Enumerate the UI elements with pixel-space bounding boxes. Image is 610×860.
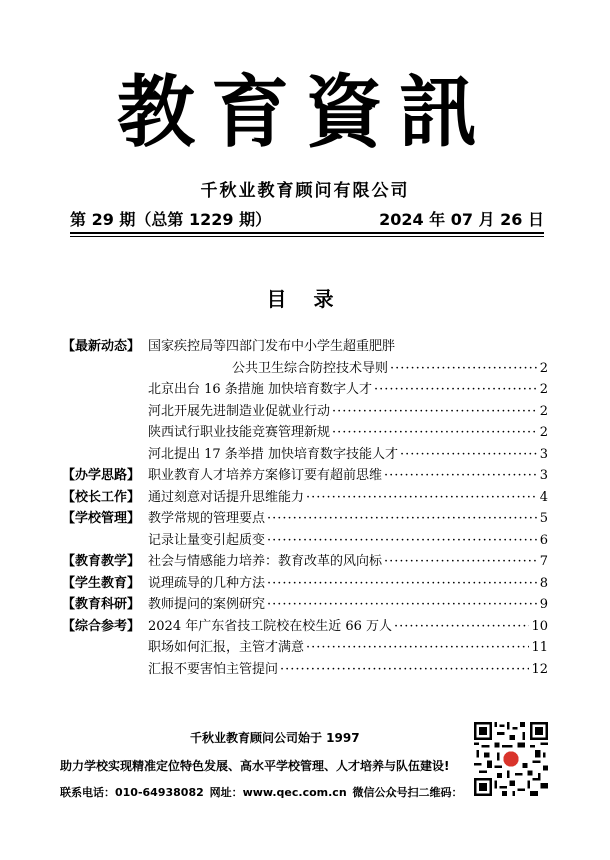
toc-leader-dots bbox=[394, 616, 529, 638]
masthead-title: 教育資訊 bbox=[116, 67, 493, 158]
toc-leader-dots bbox=[267, 530, 538, 552]
toc-page-number: 2 bbox=[539, 382, 548, 397]
toc-row bbox=[62, 594, 548, 616]
toc-leader-dots bbox=[267, 508, 538, 530]
toc-entry[interactable] bbox=[148, 465, 548, 487]
toc-entry-title: 国家疾控局等四部门发布中小学生超重肥胖 bbox=[148, 339, 396, 354]
toc-entry-title: 通过刻意对话提升思维能力 bbox=[148, 489, 305, 505]
toc-leader-dots bbox=[267, 573, 538, 595]
header-rule-thin bbox=[70, 236, 544, 237]
company-name: 千秋业教育顾问有限公司 bbox=[200, 181, 410, 201]
toc-entry[interactable] bbox=[148, 551, 548, 573]
toc-entry[interactable] bbox=[148, 422, 548, 444]
issue-date: 2024 年 07 月 26 日 bbox=[379, 210, 544, 229]
toc-category: 【最新动态】 bbox=[62, 339, 141, 354]
toc-row bbox=[62, 508, 548, 530]
toc-entry[interactable] bbox=[148, 594, 548, 616]
toc-page-number: 5 bbox=[539, 511, 548, 526]
wechat-qr-code-icon bbox=[474, 722, 548, 796]
toc-entry-title: 汇报不要害怕主管提问 bbox=[148, 661, 279, 677]
toc-page-number: 3 bbox=[539, 468, 548, 483]
toc-leader-dots bbox=[306, 637, 529, 659]
table-of-contents bbox=[62, 336, 548, 680]
toc-entry[interactable] bbox=[148, 379, 548, 401]
toc-entry[interactable] bbox=[148, 487, 548, 509]
toc-category: 【教育科研】 bbox=[62, 597, 141, 612]
toc-entry-title: 陕西试行职业技能竞赛管理新规 bbox=[148, 425, 331, 440]
toc-row bbox=[62, 637, 548, 659]
toc-entry[interactable] bbox=[148, 616, 548, 638]
toc-entry-title: 公共卫生综合防控技术导则 bbox=[232, 360, 389, 376]
toc-row bbox=[62, 336, 548, 358]
toc-entry-title: 记录让量变引起质变 bbox=[148, 532, 266, 548]
toc-entry[interactable] bbox=[148, 659, 548, 681]
toc-category: 【综合参考】 bbox=[62, 618, 141, 634]
toc-row bbox=[62, 401, 548, 423]
toc-entry-title: 北京出台 16 条措施 加快培育数字人才 bbox=[148, 382, 372, 397]
toc-page-number: 8 bbox=[539, 575, 548, 591]
toc-page-number: 9 bbox=[539, 597, 548, 612]
toc-row bbox=[62, 465, 548, 487]
toc-page-number: 3 bbox=[539, 446, 548, 462]
toc-entry-title: 职业教育人才培养方案修订要有超前思维 bbox=[148, 468, 383, 483]
toc-category: 【学校管理】 bbox=[62, 511, 141, 526]
toc-page-number: 11 bbox=[531, 640, 548, 655]
footer-since: 千秋业教育顾问公司始于 1997 bbox=[190, 731, 360, 745]
toc-row bbox=[62, 444, 548, 466]
toc-entry[interactable] bbox=[232, 358, 548, 380]
toc-leader-dots bbox=[332, 422, 538, 444]
toc-entry-title: 教师提问的案例研究 bbox=[148, 597, 266, 612]
toc-page-number: 6 bbox=[539, 532, 548, 548]
toc-category: 【教育教学】 bbox=[62, 554, 141, 569]
toc-entry-title: 说理疏导的几种方法 bbox=[148, 575, 266, 591]
toc-entry-title: 社会与情感能力培养：教育改革的风向标 bbox=[148, 554, 383, 569]
toc-leader-dots bbox=[400, 444, 538, 466]
header-rule-thick bbox=[70, 232, 544, 234]
toc-page-number: 4 bbox=[539, 489, 548, 505]
toc-leader-dots bbox=[306, 487, 538, 509]
issue-number: 第 29 期（总第 1229 期） bbox=[70, 210, 272, 229]
toc-row bbox=[62, 530, 548, 552]
toc-entry[interactable] bbox=[148, 573, 548, 595]
toc-page-number: 7 bbox=[539, 554, 548, 569]
footer-slogan: 助力学校实现精准定位特色发展、高水平学校管理、人才培养与队伍建设! bbox=[60, 759, 450, 773]
toc-row bbox=[62, 358, 548, 380]
toc-leader-dots bbox=[384, 465, 538, 487]
toc-page-number: 2 bbox=[539, 403, 548, 419]
footer-contact: 联系电话：010-64938082 网址：www.qec.com.cn 微信公众号扫二维码： bbox=[60, 786, 463, 799]
toc-entry-title: 2024 年广东省技工院校在校生近 66 万人 bbox=[148, 618, 393, 634]
toc-leader-dots bbox=[280, 659, 529, 681]
toc-entry[interactable] bbox=[148, 530, 548, 552]
toc-entry[interactable] bbox=[148, 444, 548, 466]
toc-leader-dots bbox=[267, 594, 538, 616]
toc-entry[interactable] bbox=[148, 637, 548, 659]
toc-row bbox=[62, 659, 548, 681]
toc-row bbox=[62, 551, 548, 573]
toc-entry-title: 职场如何汇报，主管才满意 bbox=[148, 640, 305, 655]
toc-leader-dots bbox=[332, 401, 538, 423]
toc-page-number: 2 bbox=[539, 425, 548, 440]
toc-entry[interactable] bbox=[148, 336, 548, 358]
toc-row bbox=[62, 487, 548, 509]
toc-entry-title: 教学常规的管理要点 bbox=[148, 511, 266, 526]
toc-row bbox=[62, 573, 548, 595]
toc-page-number: 10 bbox=[531, 618, 548, 634]
toc-row bbox=[62, 379, 548, 401]
toc-leader-dots bbox=[374, 379, 538, 401]
toc-leader-dots bbox=[390, 358, 538, 380]
toc-category: 【学生教育】 bbox=[62, 575, 141, 591]
toc-entry[interactable] bbox=[148, 401, 548, 423]
toc-category: 【办学思路】 bbox=[62, 468, 141, 483]
issue-line bbox=[70, 207, 544, 229]
toc-leader-dots bbox=[384, 551, 538, 573]
toc-page-number: 2 bbox=[539, 360, 548, 376]
toc-page-number: 12 bbox=[531, 661, 548, 677]
toc-category: 【校长工作】 bbox=[62, 489, 141, 505]
toc-entry[interactable] bbox=[148, 508, 548, 530]
toc-row bbox=[62, 422, 548, 444]
toc-title: 目 录 bbox=[266, 287, 344, 311]
toc-row bbox=[62, 616, 548, 638]
toc-entry-title: 河北开展先进制造业促就业行动 bbox=[148, 403, 331, 419]
toc-entry-title: 河北提出 17 条举措 加快培育数字技能人才 bbox=[148, 446, 398, 462]
